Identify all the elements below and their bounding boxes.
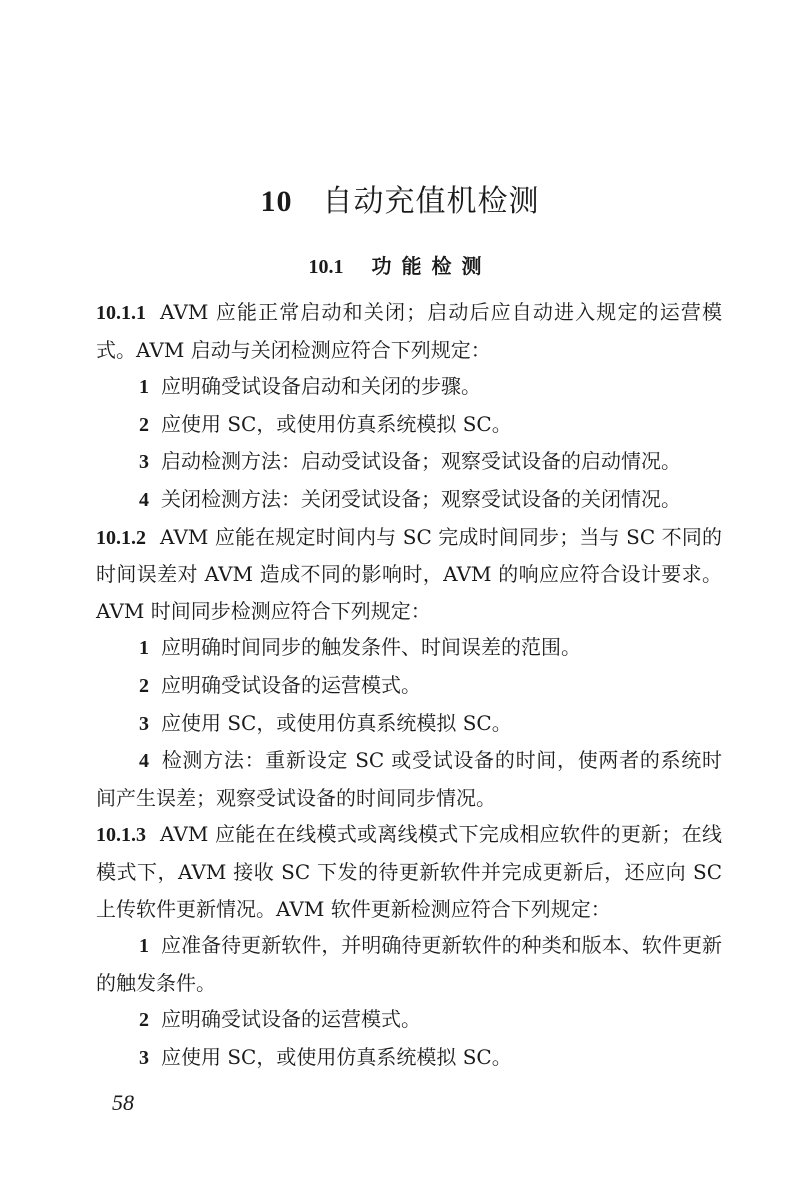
clause-number: 10.1.2 — [96, 526, 146, 549]
section-number: 10.1 — [308, 256, 344, 278]
list-item — [96, 1039, 722, 1077]
list-item — [96, 406, 722, 444]
document-body — [96, 294, 722, 1076]
item-number: 4 — [139, 488, 149, 511]
section-title: 功能检测 — [371, 254, 492, 278]
item-number: 3 — [139, 451, 149, 474]
item-number: 4 — [139, 750, 149, 773]
chapter-number: 10 — [260, 185, 293, 218]
item-text: 应明确受试设备的运营模式。 — [161, 672, 421, 697]
item-number: 1 — [139, 376, 149, 399]
chapter-heading — [0, 176, 800, 220]
item-text: 启动检测方法：启动受试设备；观察受试设备的启动情况。 — [161, 449, 681, 474]
clause-text: AVM 应能正常启动和关闭；启动后应自动进入规定的运营模式。AVM 启动与关闭检测应符合下列规定： — [96, 300, 722, 362]
list-item — [96, 927, 722, 1001]
item-text: 应使用 SC，或使用仿真系统模拟 SC。 — [161, 411, 512, 436]
item-text: 检测方法：重新设定 SC 或受试设备的时间，使两者的系统时间产生误差；观察受试设备的时间同步情况。 — [96, 748, 722, 810]
item-number: 2 — [139, 674, 149, 697]
clause-text: AVM 应能在在线模式或离线模式下完成相应软件的更新；在线模式下，AVM 接收 SC 下发的待更新软件并完成更新后，还应向 SC 上传软件更新情况。AVM 软件更新检测应符合下列规定： — [96, 822, 722, 921]
section-heading — [0, 250, 800, 279]
clause-paragraph — [96, 294, 722, 368]
clause-paragraph — [96, 519, 722, 630]
list-item — [96, 629, 722, 667]
clause-paragraph — [96, 816, 722, 927]
item-text: 应准备待更新软件，并明确待更新软件的种类和版本、软件更新的触发条件。 — [96, 933, 722, 995]
item-number: 3 — [139, 712, 149, 735]
chapter-title: 自动充值机检测 — [322, 184, 540, 219]
item-text: 应使用 SC，或使用仿真系统模拟 SC。 — [161, 710, 512, 735]
list-item — [96, 667, 722, 705]
clause-number: 10.1.1 — [96, 302, 146, 324]
item-text: 应明确受试设备的运营模式。 — [161, 1007, 421, 1032]
item-number: 1 — [139, 935, 149, 958]
list-item — [96, 1001, 722, 1039]
item-number: 2 — [139, 1009, 149, 1032]
item-number: 1 — [139, 637, 149, 660]
item-text: 应明确时间同步的触发条件、时间误差的范围。 — [161, 635, 581, 660]
clause-text: AVM 应能在规定时间内与 SC 完成时间同步；当与 SC 不同的时间误差对 AVM 造成不同的影响时，AVM 的响应应符合设计要求。AVM 时间同步检测应符合下列规定： — [96, 524, 722, 623]
item-text: 应使用 SC，或使用仿真系统模拟 SC。 — [161, 1044, 512, 1069]
item-number: 2 — [139, 413, 149, 436]
list-item — [96, 705, 722, 743]
list-item — [96, 481, 722, 519]
page-number: 58 — [112, 1090, 134, 1115]
clause-number: 10.1.3 — [96, 824, 146, 847]
item-text: 关闭检测方法：关闭受试设备；观察受试设备的关闭情况。 — [161, 486, 681, 511]
list-item — [96, 443, 722, 481]
list-item — [96, 742, 722, 816]
list-item — [96, 368, 722, 406]
item-text: 应明确受试设备启动和关闭的步骤。 — [161, 374, 481, 399]
item-number: 3 — [139, 1046, 149, 1069]
